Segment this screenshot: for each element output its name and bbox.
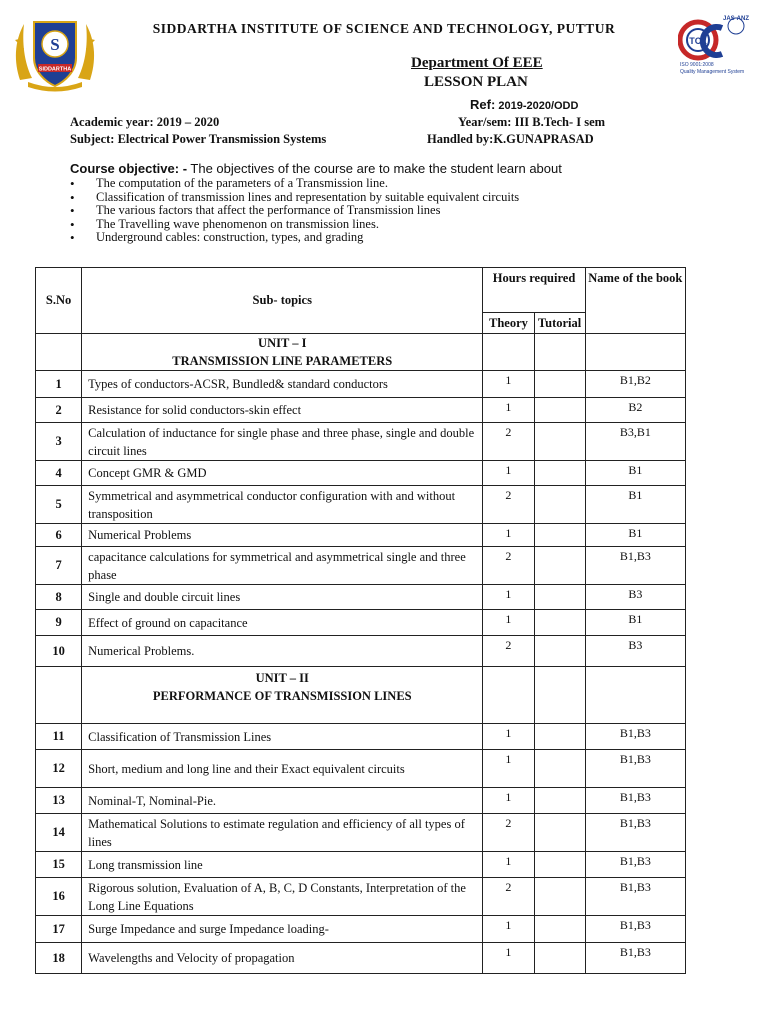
row-book: B1,B3 [585,788,685,814]
course-objective-heading: Course objective: - [70,161,188,176]
unit1-body [36,334,686,371]
year-semester: Year/sem: III B.Tech- I sem [458,115,606,129]
row-sno: 15 [36,852,82,878]
table-row [36,916,686,943]
row-topic: Rigorous solution, Evaluation of A, B, C, D Constants, Interpretation of the Long Line Equations [82,878,483,916]
row-book: B3,B1 [585,423,685,461]
row-topic: Classification of Transmission Lines [82,724,483,750]
logo-right-top: JAS-ANZ [722,16,750,22]
objective-item: • Underground cables: construction, types, and grading [70,231,760,245]
row-sno: 10 [36,636,82,667]
row-tutorial [534,461,585,486]
row-tutorial [534,750,585,788]
subject: Subject: Electrical Power Transmission Systems [70,132,327,146]
table-row [36,943,686,974]
reference-value: 2019-2020/ODD [498,100,579,112]
row-tutorial [534,878,585,916]
row-topic: Effect of ground on capacitance [82,610,483,636]
row-tutorial [534,814,585,852]
table-row [36,585,686,610]
row-tutorial [534,724,585,750]
row-sno: 17 [36,916,82,943]
row-tutorial [534,423,585,461]
objective-item: • The computation of the parameters of a Transmission line. [70,177,760,191]
row-theory: 2 [483,636,534,667]
table-row [36,610,686,636]
row-tutorial [534,610,585,636]
table-row [36,547,686,585]
unit1-subtitle: TRANSMISSION LINE PARAMETERS [172,354,393,368]
row-book: B1,B3 [585,852,685,878]
row-sno: 3 [36,423,82,461]
row-tutorial [534,486,585,524]
row-topic: Symmetrical and asymmetrical conductor configuration with and without transposition [82,486,483,524]
row-topic: Wavelengths and Velocity of propagation [82,943,483,974]
row-theory: 1 [483,724,534,750]
table-row [36,814,686,852]
row-book: B1,B3 [585,943,685,974]
row-topic: capacitance calculations for symmetrical and asymmetrical single and three phase [82,547,483,585]
row-theory: 2 [483,878,534,916]
logo-right-mid: TCL [689,36,707,46]
reference [470,97,578,112]
row-book: B1,B3 [585,724,685,750]
row-topic: Numerical Problems [82,524,483,547]
row-sno: 8 [36,585,82,610]
table-row [36,750,686,788]
department-title: Department Of EEE [411,55,543,71]
course-objective-intro: The objectives of the course are to make the student learn about [187,161,562,176]
row-sno: 13 [36,788,82,814]
table-row [36,788,686,814]
logo-left-text: SIDDARTHA [38,66,72,73]
row-tutorial [534,524,585,547]
row-theory: 1 [483,461,534,486]
row-book: B3 [585,636,685,667]
row-theory: 2 [483,547,534,585]
row-theory: 2 [483,814,534,852]
row-theory: 1 [483,852,534,878]
row-sno: 6 [36,524,82,547]
table-row [36,524,686,547]
objective-item: • Classification of transmission lines and representation by suitable equivalent circuits [70,191,760,205]
row-topic: Resistance for solid conductors-skin effect [82,398,483,423]
unit2-title: UNIT – II [255,671,309,685]
row-topic: Numerical Problems. [82,636,483,667]
row-sno: 12 [36,750,82,788]
row-book: B1,B3 [585,916,685,943]
objective-list [70,177,760,245]
header-theory: Theory [483,313,534,334]
unit-header-row [36,667,686,724]
header-tutorial: Tutorial [534,313,585,334]
row-book: B1,B3 [585,814,685,852]
row-theory: 1 [483,916,534,943]
row-topic: Single and double circuit lines [82,585,483,610]
row-tutorial [534,547,585,585]
unit1-rows [36,371,686,667]
row-sno: 4 [36,461,82,486]
table-row [36,371,686,398]
row-tutorial [534,788,585,814]
institute-title: SIDDARTHA INSTITUTE OF SCIENCE AND TECHNOLOGY, PUTTUR [152,21,616,36]
course-objective [70,161,760,245]
row-theory: 2 [483,486,534,524]
row-theory: 1 [483,371,534,398]
table-row [36,486,686,524]
header-subtopics: Sub- topics [82,268,483,334]
unit2-body [36,667,686,724]
row-tutorial [534,585,585,610]
header-sno: S.No [36,268,82,334]
logo-letter: S [50,35,60,54]
row-book: B1 [585,461,685,486]
academic-year: Academic year: 2019 – 2020 [70,115,220,129]
table-row [36,398,686,423]
lesson-plan-table [35,267,686,974]
row-book: B1 [585,524,685,547]
row-theory: 1 [483,943,534,974]
row-topic: Mathematical Solutions to estimate regulation and efficiency of all types of lines [82,814,483,852]
row-topic: Nominal-T, Nominal-Pie. [82,788,483,814]
row-theory: 1 [483,750,534,788]
logo-right-caption: Quality Management System [680,69,745,75]
table-row [36,878,686,916]
row-book: B3 [585,585,685,610]
row-topic: Concept GMR & GMD [82,461,483,486]
unit1-title: UNIT – I [258,336,307,350]
row-book: B1,B3 [585,750,685,788]
row-tutorial [534,916,585,943]
table-row [36,423,686,461]
row-sno: 5 [36,486,82,524]
row-theory: 1 [483,788,534,814]
table-row [36,724,686,750]
document-title: LESSON PLAN [424,74,528,90]
unit2-rows [36,724,686,974]
row-sno: 16 [36,878,82,916]
row-topic: Long transmission line [82,852,483,878]
header-hours: Hours required [483,268,585,313]
row-sno: 18 [36,943,82,974]
row-topic: Calculation of inductance for single phase and three phase, single and double circuit lines [82,423,483,461]
reference-label: Ref: [470,97,496,112]
table-row [36,461,686,486]
row-tutorial [534,371,585,398]
objective-item: • The various factors that affect the performance of Transmission lines [70,204,760,218]
row-theory: 1 [483,398,534,423]
row-sno: 2 [36,398,82,423]
row-theory: 1 [483,524,534,547]
row-sno: 9 [36,610,82,636]
table-row [36,636,686,667]
row-tutorial [534,636,585,667]
row-book: B2 [585,398,685,423]
row-book: B1 [585,610,685,636]
row-sno: 14 [36,814,82,852]
table-row [36,852,686,878]
row-sno: 11 [36,724,82,750]
objective-item: • The Travelling wave phenomenon on transmission lines. [70,218,760,232]
handled-by: Handled by:K.GUNAPRASAD [427,132,594,146]
row-theory: 1 [483,610,534,636]
row-theory: 1 [483,585,534,610]
row-sno: 7 [36,547,82,585]
row-book: B1,B3 [585,547,685,585]
row-tutorial [534,943,585,974]
unit2-subtitle: PERFORMANCE OF TRANSMISSION LINES [152,689,412,703]
row-book: B1,B2 [585,371,685,398]
row-topic: Short, medium and long line and their Exact equivalent circuits [82,750,483,788]
row-book: B1,B3 [585,878,685,916]
header-book: Name of the book [585,268,685,334]
row-tutorial [534,398,585,423]
row-topic: Surge Impedance and surge Impedance loading- [82,916,483,943]
row-book: B1 [585,486,685,524]
row-tutorial [534,852,585,878]
unit-header-row [36,334,686,371]
row-sno: 1 [36,371,82,398]
row-topic: Types of conductors-ACSR, Bundled& standard conductors [82,371,483,398]
logo-right-iso: ISO 9001:2008 [680,62,714,68]
row-theory: 2 [483,423,534,461]
